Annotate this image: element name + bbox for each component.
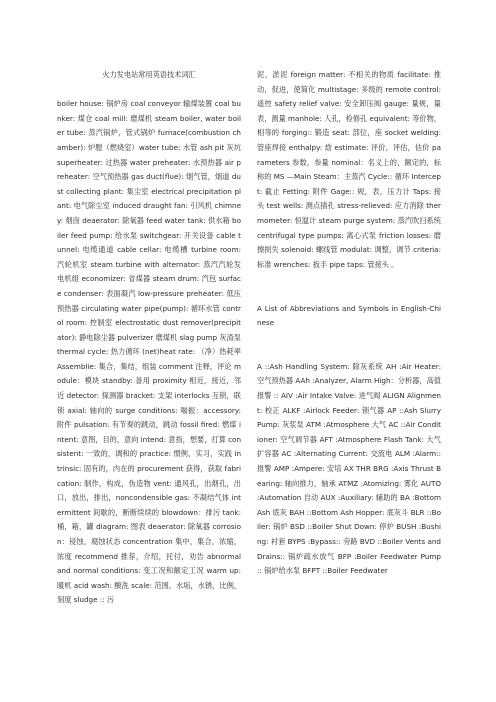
left-column xyxy=(57,68,241,608)
section-spacer-3 xyxy=(257,331,441,346)
title-spacer xyxy=(57,83,241,98)
abbreviations-heading: A List of Abbreviations and Symbols in English-Chinese xyxy=(257,303,441,328)
section-spacer-2 xyxy=(257,287,441,302)
vocabulary-text-left: boiler house: 锅炉房 coal conveyor 输煤装置 coal bunker: 煤仓 coal mill: 磨煤机 steam boiler, water boiler tube: 蒸汽锅炉，管式锅炉 furnace(combustion chamber): 炉膛（燃烧室）water tube: 水管 ash pit 灰坑 superheater: 过热器 water preheater: 水预热器 air preheater: 空气预热器 gas duct(flue): 烟气管，烟道 dust collecting plant: 集尘室 electrical precipitation plant: 电气除尘室 induced draught fan: 引风机 chimney: 烟囱 deaerator: 除氧器 feed water tank: 供水箱 boiler feed pump: 给水泵 switchgear: 开关设备 cable tunnel: 电缆通道 cable cellar: 电缆槽 turbine room: 汽轮机室 steam turbine with alternator: 蒸汽汽轮发电机组 economizer: 省煤器 steam drum: 汽包 surface condenser: 表面凝汽 low-pressure preheater: 低压预热器 circulating water pipe(pump): 循环水管 control room: 控制室 electrostatic dust remover(precipitator): 静电除尘器 pulverizer 磨煤机 slag pump 灰渣泵 thermal cycle: 热力循环 (net)heat rate: （净）热耗率 Assemblie: 集合，集结，组装 comment 注释，评论 module：模块 standby: 备用 proximity 相近，接近，邻近 detector: 探测器 bracket: 支架 interlocks 互锁，联锁 axial: 轴向的 surge conditions: 喘振：accessory: 附件 pulsation: 有节奏的跳动，跳动 fossil fired: 燃煤 intent: 意图，目的，意向 intend: 意指，想要，打算 consistent: 一致的，调和的 practice: 惯例，实习，实践 intrinsic: 固有的，内在的 procurement 获得，获取 fabrication: 制作，构成，伪造物 vent: 通风孔，出烟孔，出口，放出，排出，noncondensible gas: 不凝结气体 intermittent 间歇的，断断续续的 blowdown：排污 tank: 桶，箱，罐 diagram: 图表 deaerator: 除氧器 corrosion：侵蚀，腐蚀状态 concentration 集中，集合，浓缩，浓度 recommend 推荐，介绍，托付，劝告 abnormal and normal conditions: 变工况和额定工况 warm up: 暖机 acid wash: 酸洗 scale: 范围，水垢，水锈，比例，刻度 sludge :: 污 xyxy=(57,99,241,605)
vocabulary-text-right: 泥，淤泥 foreign matter: 不相关的物质 facilitate: 推动，促进，使简化 multistage: 多级的 remote control: 遥控 safety relief valve: 安全卸压阀 gauge: 量规，量表，测量 manhole: 人孔，检修孔 equivalent: 等价物，相等的 forging:: 锻造 seat: 部位，座 socket welding: 管座焊接 enthalpy: 焓 estimate: 评价，评估，估价 parameters 参数，参量 nominal：名义上的，额定的，标称的 MS —Main Steam：主蒸汽 Cycle:: 循环 Intercept: 截止 Fetting: 附件 Gage:: 规，表，压力计 Taps: 接头 test wells: 测点插孔 stress-relieved: 应力消除 thermometer: 恒温计 steam purge system: 蒸汽吹扫系统 centrifugal type pumps: 离心式泵 friction losses: 磨擦损失 solenoid: 螺线管 modulat: 调整，调节 criteria: 标准 wrenches: 扳手 pipe taps: 管接头 。 xyxy=(257,70,441,269)
section-spacer-4 xyxy=(257,345,441,360)
abbreviations-text: A ::Ash Handling System: 除灰系统 AH :Air Heater: 空气预热器 AAh :Analyzer, Alarm High：分析器，高值报警 :: AIV :Air Intake Valve: 进气阀 ALIGN Alignment: 校正 ALKF :Airlock Feeder: 锁气器 AP ::Ash Slurry Pump: 灰浆泵 ATM :Atmosphere 大气 AC ::Air Conditioner: 空气调节器 AFT :Atmosphere Flash Tank: 大气扩容器 AC :Alternating Current: 交流电 ALM :Alarm:: 报警 AMP :Ampere: 安培 AX THR BRG :Axis Thrust Bearing: 轴向推力，轴承 ATMZ :Atomizing: 雾化 AUTO :Automation 自动 AUX :Auxiliary: 辅助的 BA :Bottom Ash 底灰 BAH ::Bottom Ash Hopper: 底灰斗 BLR ::Boiler: 锅炉 BSD ::Boiler Shut Down: 停炉 BUSH :Bushing: 衬套 BYPS :Bypass:: 旁路 BVD ::Boiler Vents and Drains:: 锅炉疏水放气 BFP :Boiler Feedwater Pump :: 锅炉给水泵 BFPT ::Boiler Feedwater xyxy=(257,361,441,576)
document-title: 火力发电站常用英语技术词汇 xyxy=(102,70,196,79)
right-column xyxy=(257,68,441,579)
section-spacer-1 xyxy=(257,272,441,287)
